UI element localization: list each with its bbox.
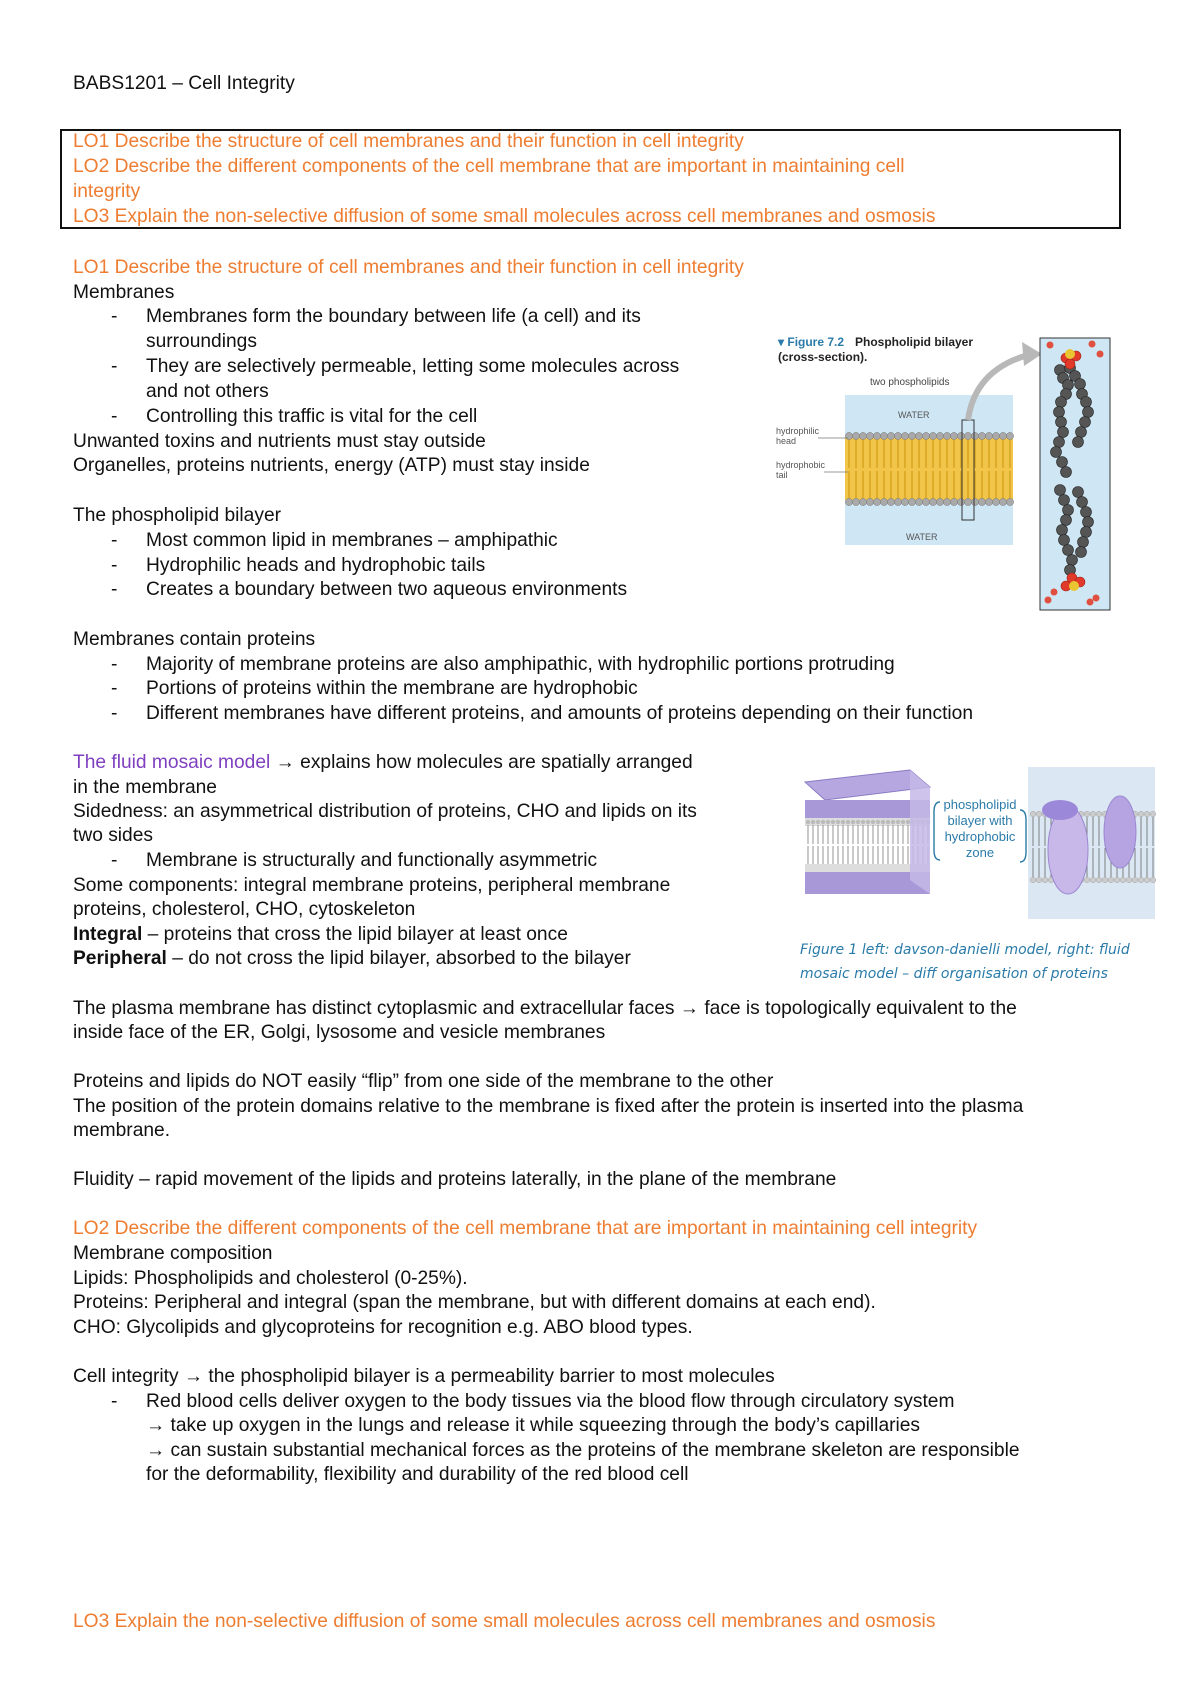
- bracket-left: [934, 802, 940, 860]
- peripheral-term: Peripheral: [73, 948, 167, 969]
- figure-1-membrane-models: [800, 762, 1160, 932]
- bullet-dash: -: [111, 555, 118, 576]
- label-head: head: [776, 436, 797, 446]
- label-hydrophobic: hydrophobic: [776, 460, 826, 470]
- bullet-dash: -: [111, 530, 118, 551]
- membranes-heading: Membranes: [73, 282, 175, 303]
- flip-line-3: membrane.: [73, 1120, 171, 1141]
- lo-box-item-3: LO3 Explain the non-selective diffusion of some small molecules across cell membranes and osmosis: [73, 206, 936, 227]
- bullet-dash: -: [111, 678, 118, 699]
- figure-1-label-4: zone: [965, 845, 995, 860]
- lo-box-item-1: LO1 Describe the structure of cell membranes and their function in cell integrity: [73, 131, 744, 152]
- proteins-bullet-2: Portions of proteins within the membrane are hydrophobic: [146, 678, 638, 699]
- lo-box-item-2: LO2 Describe the different components of the cell membrane that are important in maintaining cell: [73, 156, 905, 177]
- lipid-bilayer: [845, 432, 1014, 505]
- bullet-dash: -: [111, 1391, 118, 1412]
- lo2-heading: LO2 Describe the different components of the cell membrane that are important in maintaining cell integrity: [73, 1218, 978, 1239]
- bullet-dash: -: [111, 654, 118, 675]
- bilayer-bullet-1: Most common lipid in membranes – amphipathic: [146, 530, 558, 551]
- figure-7-2-phospholipid-bilayer: [770, 330, 1130, 620]
- davson-danielli-model: [805, 770, 930, 894]
- figure-1-label-3: hydrophobic: [944, 829, 1016, 844]
- sidedness-line-1: Sidedness: an asymmetrical distribution of proteins, CHO and lipids on its: [73, 801, 697, 822]
- label-tail: tail: [776, 470, 788, 480]
- lo-box-item-2-cont: integrity: [73, 181, 141, 202]
- integral-def: – proteins that cross the lipid bilayer at least once: [142, 924, 568, 945]
- fluid-mosaic-rest: → explains how molecules are spatially arranged: [270, 752, 693, 773]
- membranes-bullet-3: Controlling this traffic is vital for the cell: [146, 406, 478, 427]
- rbc-bullet-1: Red blood cells deliver oxygen to the body tissues via the blood flow through circulatory system: [146, 1391, 955, 1412]
- label-water-top: WATER: [898, 410, 930, 420]
- bracket-right: [1020, 810, 1026, 862]
- bilayer-bullet-3: Creates a boundary between two aqueous environments: [146, 579, 628, 600]
- integral-term: Integral: [73, 924, 143, 945]
- cho-line: CHO: Glycolipids and glycoproteins for recognition e.g. ABO blood types.: [73, 1317, 693, 1338]
- peripheral-def: – do not cross the lipid bilayer, absorbed to the bilayer: [166, 948, 631, 969]
- flip-line-1: Proteins and lipids do NOT easily “flip” from one side of the membrane to the other: [73, 1071, 774, 1092]
- organelles-line: Organelles, proteins nutrients, energy (ATP) must stay inside: [73, 455, 590, 476]
- lo1-heading: LO1 Describe the structure of cell membranes and their function in cell integrity: [73, 257, 744, 278]
- peripheral-line: [73, 948, 631, 970]
- plasma-line-2: inside face of the ER, Golgi, lysosome and vesicle membranes: [73, 1022, 606, 1043]
- rbc-bullet-2: → take up oxygen in the lungs and release it while squeezing through the body’s capillaries: [146, 1415, 921, 1436]
- fluid-mosaic-line: [73, 752, 693, 774]
- bullet-dash: -: [111, 356, 118, 377]
- fluid-mosaic-model: [1028, 767, 1156, 919]
- components-line-2: proteins, cholesterol, CHO, cytoskeleton: [73, 899, 416, 920]
- membranes-bullet-2-cont: and not others: [146, 381, 269, 402]
- lo3-heading: LO3 Explain the non-selective diffusion of some small molecules across cell membranes and osmosis: [73, 1611, 936, 1632]
- rbc-bullet-3: → can sustain substantial mechanical forces as the proteins of the membrane skeleton are responsible: [146, 1440, 1020, 1461]
- fluid-mosaic-line-2: in the membrane: [73, 777, 217, 798]
- membranes-bullet-2: They are selectively permeable, letting some molecules across: [146, 356, 680, 377]
- bullet-dash: -: [111, 703, 118, 724]
- membranes-bullet-1: Membranes form the boundary between life (a cell) and its: [146, 306, 641, 327]
- proteins-bullet-3: Different membranes have different proteins, and amounts of proteins depending on their function: [146, 703, 974, 724]
- sidedness-line-2: two sides: [73, 825, 153, 846]
- asymmetric-bullet: Membrane is structurally and functionally asymmetric: [146, 850, 598, 871]
- label-hydrophilic: hydrophilic: [776, 426, 820, 436]
- figure-1-caption-2: mosaic model – diff organisation of proteins: [800, 966, 1108, 982]
- figure-7-2-subtitle: (cross-section).: [778, 350, 868, 364]
- components-line-1: Some components: integral membrane proteins, peripheral membrane: [73, 875, 671, 896]
- integrity-line: Cell integrity → the phospholipid bilayer is a permeability barrier to most molecules: [73, 1366, 775, 1387]
- bullet-dash: -: [111, 579, 118, 600]
- figure-1-label-1: phospholipid: [943, 797, 1017, 812]
- bilayer-heading: The phospholipid bilayer: [73, 505, 281, 526]
- fluid-mosaic-term: The fluid mosaic model: [73, 752, 271, 773]
- proteins-heading: Membranes contain proteins: [73, 629, 316, 650]
- bullet-dash: -: [111, 850, 118, 871]
- flip-line-2: The position of the protein domains relative to the membrane is fixed after the protein is inserted into the plasma: [73, 1096, 1024, 1117]
- page-title: BABS1201 – Cell Integrity: [73, 73, 295, 94]
- integral-line: [73, 924, 568, 946]
- bullet-dash: -: [111, 406, 118, 427]
- lipids-line: Lipids: Phospholipids and cholesterol (0-25%).: [73, 1268, 468, 1289]
- membranes-bullet-1-cont: surroundings: [146, 331, 257, 352]
- figure-1-caption-1: Figure 1 left: davson-danielli model, right: fluid: [800, 942, 1130, 958]
- label-water-bottom: WATER: [906, 532, 938, 542]
- figure-7-2-title-rest: Phospholipid bilayer: [855, 335, 974, 349]
- plasma-line-1: The plasma membrane has distinct cytoplasmic and extracellular faces → face is topologically equivalent to the: [73, 998, 1017, 1019]
- label-two-phospholipids: two phospholipids: [870, 377, 950, 388]
- zoom-arrow-head: [1022, 342, 1042, 366]
- composition-heading: Membrane composition: [73, 1243, 273, 1264]
- bullet-dash: -: [111, 306, 118, 327]
- bilayer-bullet-2: Hydrophilic heads and hydrophobic tails: [146, 555, 486, 576]
- fluidity-line: Fluidity – rapid movement of the lipids and proteins laterally, in the plane of the membrane: [73, 1169, 837, 1190]
- toxins-line: Unwanted toxins and nutrients must stay outside: [73, 431, 486, 452]
- proteins-bullet-1: Majority of membrane proteins are also amphipathic, with hydrophilic portions protruding: [146, 654, 895, 675]
- rbc-bullet-4: for the deformability, flexibility and durability of the red blood cell: [146, 1464, 689, 1485]
- figure-1-label-2: bilayer with: [947, 813, 1013, 828]
- proteins-line: Proteins: Peripheral and integral (span the membrane, but with different domains at each end).: [73, 1292, 876, 1313]
- figure-7-2-title: ▾ Figure 7.2: [778, 335, 845, 349]
